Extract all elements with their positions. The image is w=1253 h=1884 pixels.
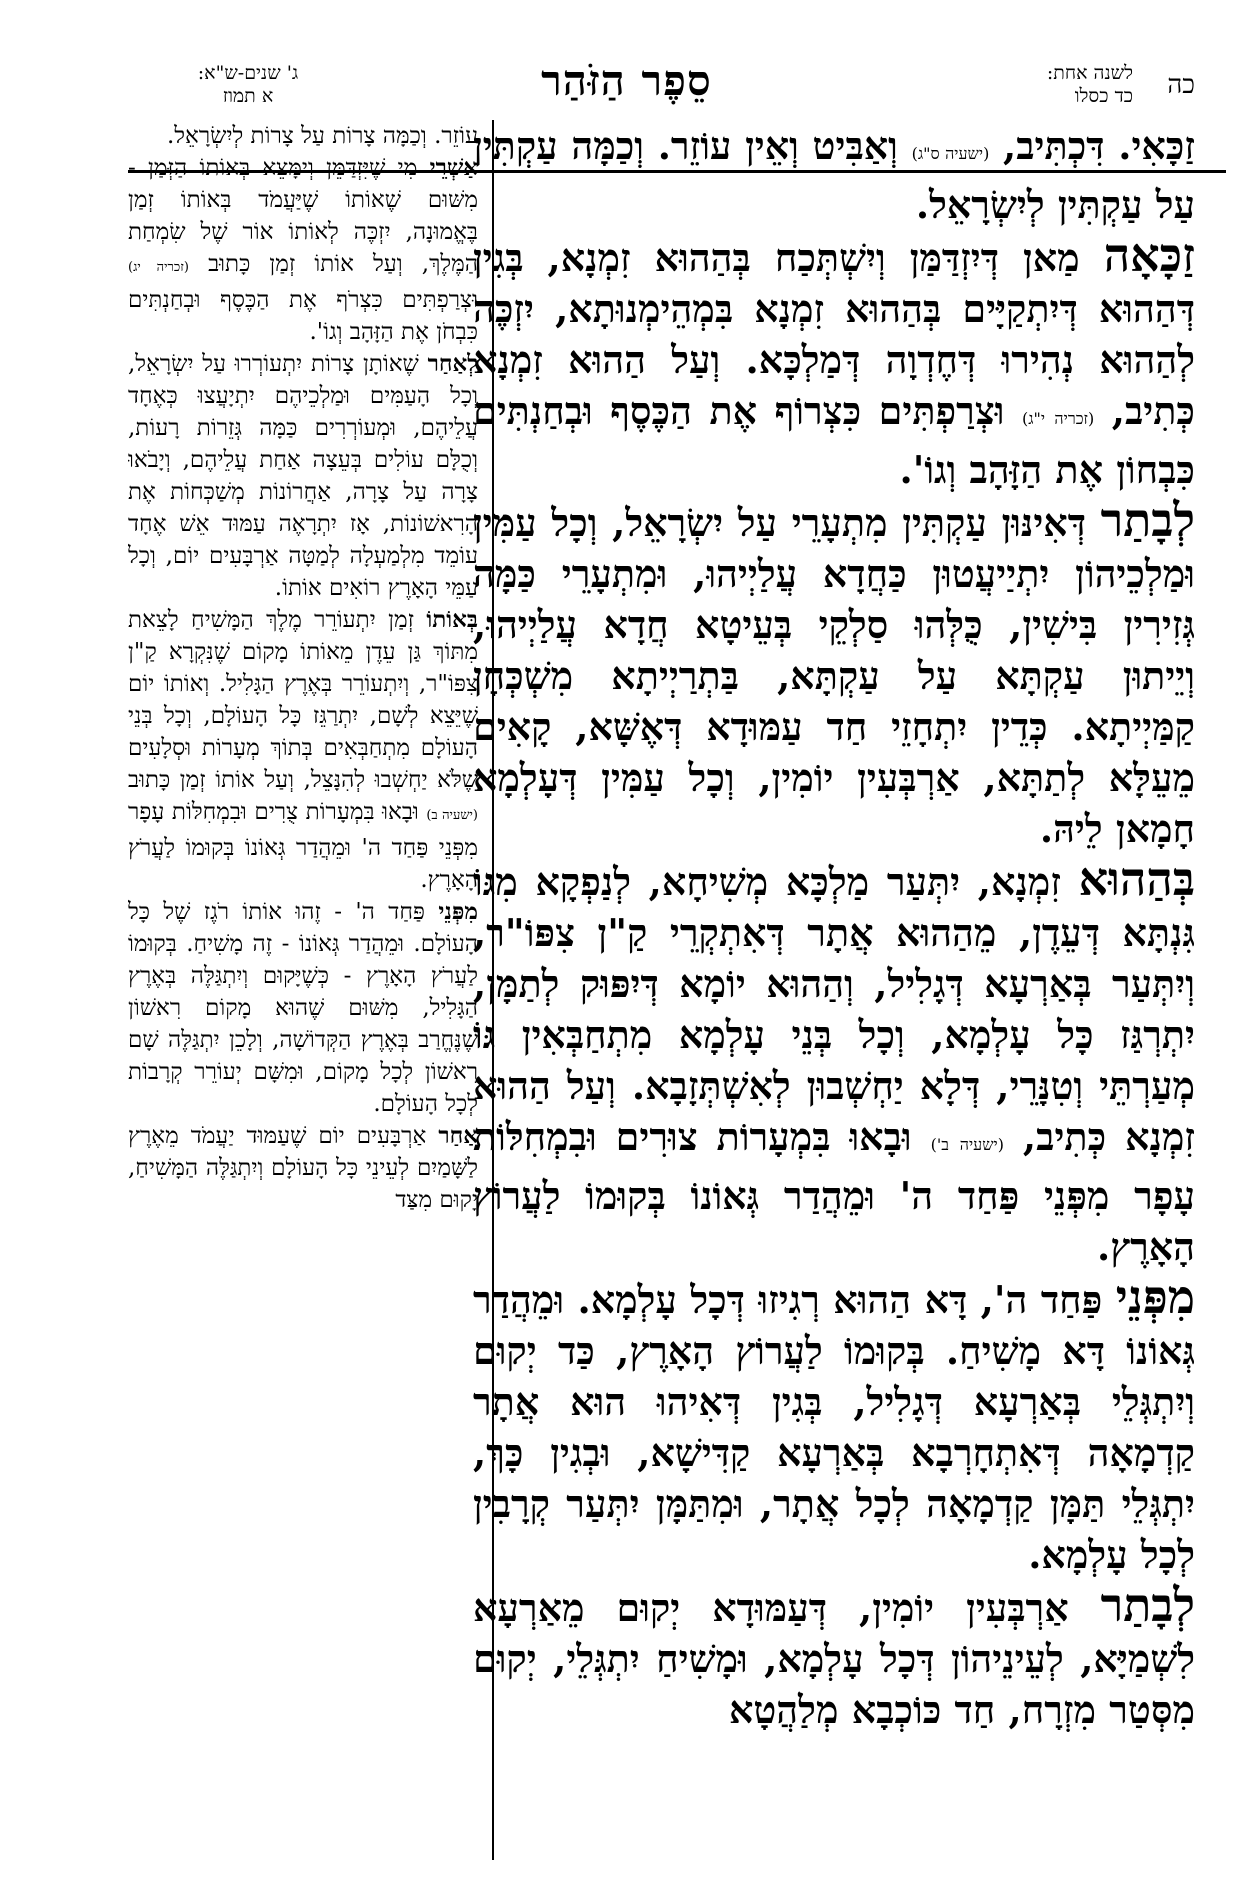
side-paragraph [128, 604, 478, 896]
main-paragraph [473, 120, 1195, 230]
side-paragraph [128, 896, 478, 1120]
main-source-ref: (ישעיה ב') [930, 1135, 1004, 1154]
side-lead-word: אַשְׁרֵי [429, 154, 478, 181]
main-paragraph-rest: וּצְרַפְתִּים כִּצְרוֹף אֶת הַכֶּסֶף וּבְחַנְתִּים כִּבְחוֹן אֶת הַזָּהָב וְגוֹ'. [473, 388, 1195, 492]
side-lead-word: מִפְּנֵי [438, 898, 478, 925]
main-lead-word: בְּהַהוּא [1078, 852, 1195, 906]
side-paragraph-rest: וּבָאוּ בִּמְעָרוֹת צֻרִים וּבִמְחִלּוֹת עָפָר מִפְּנֵי פַּחַד ה' וּמֵהֲדַר גְּאוֹנוֹ בְּקוּמוֹ לַעֲרֹץ הָאָרֶץ. [128, 799, 478, 893]
main-paragraph [473, 495, 1195, 854]
main-paragraph-text: פַּחַד ה', דָּא הַהוּא רְגִיזוּ דְּכָל עָלְמָא. וּמֵהֲדַר גְּאוֹנוֹ דָּא מָשִׁיחַ. בְּקוּמוֹ לַעֲרוֹץ הָאָרֶץ, כַּד יְקוּם וְיִתְגְּלֵי בְּאַרְעָא דְּגָלִיל, בְּגִין דְּאִיהוּ הוּא אֲתָר קַדְמָאָה דְּאִתְחָרְבָא בְּאַרְעָא קַדִּישָׁא, וּבְגִין כָּךְ, יִתְגְּלֵי תַּמָּן קַדְמָאָה לְכָל אֲתָר, וּמִתַּמָּן יִתְּעַר קְרָבִין לְכָל עָלְמָא. [473, 1277, 1195, 1577]
column-divider [492, 120, 494, 1860]
side-paragraph [128, 120, 478, 152]
main-lead-word: מִפְּנֵי [1115, 1270, 1195, 1324]
side-source-ref: (ישעיה ב) [426, 808, 478, 823]
header-left-line2: א תמוז [222, 85, 274, 107]
main-paragraph-text: דְּאִינּוּן עַקְתִּין מִתְעָרֵי עַל יִשְׂרָאֵל, וְכָל עַמִּין וּמַלְכֵיהוֹן יִתְיַיעֲטוּן כַּחֲדָא עֲלַיְיהוּ, וּמִתְעָרֵי כַּמָּה גְּזִירִין בִּישִׁין, כֻּלְּהוּ סַלְקֵי בְּעֵיטָא חֲדָא עֲלַיְיהוּ, וְיֵיתוּן עַקְתָּא עַל עַקְתָּא, בַּתְרַיְיתָא מִשְׁכְּחָן קַמַּיְיתָא. כְּדֵין יִתְחָזֵי חַד עַמּוּדָא דְּאֶשָּׁא, קָאִים מֵעֵלָּא לְתַתָּא, אַרְבְּעִין יוֹמִין, וְכָל עַמִּין דְּעָלְמָא חָמָאן לֵיהּ. [473, 500, 1195, 851]
main-paragraph-text: זַכָּאִי. דִּכְתִּיב, [989, 123, 1195, 168]
header-left-info [128, 62, 368, 108]
side-paragraph-text: מִי שֶׁיִּזְדַּמֵּן וְיִמָּצֵא בְּאוֹתוֹ הַזְּמַן - מִשּׁוּם שֶׁאוֹתוֹ שֶׁיַּעֲמֹד בְּאוֹתוֹ זְמַן בֶּאֱמוּנָה, יִזְכֶּה לְאוֹתוֹ אוֹר שֶׁל שִׂמְחַת הַמֶּלֶךְ, וְעַל אוֹתוֹ זְמַן כָּתוּב [128, 155, 478, 277]
main-lead-word: זַכָּאָה [1103, 228, 1195, 282]
side-source-ref: (זכריה יג) [128, 260, 189, 275]
main-source-ref: (זכריה י"ג) [1021, 409, 1095, 428]
side-lead-word: לְאַחַר [427, 350, 478, 377]
main-paragraph [473, 230, 1195, 495]
side-paragraph-text: פַּחַד ה' - זֶהוּ אוֹתוֹ רֹגֶז שֶׁל כָּל הָעוֹלָם. וּמֵהֲדַר גְּאוֹנוֹ - זֶה מָשִׁיחַ. בְּקוּמוֹ לַעֲרֹץ הָאָרֶץ - כְּשֶׁיָּקוּם וְיִתְגַּלֶּה בְּאֶרֶץ הַגָּלִיל, מִשּׁוּם שֶׁהוּא מָקוֹם רִאשׁוֹן שֶׁנֶּחֱרַב בְּאֶרֶץ הַקְּדוֹשָׁה, וְלָכֵן יִתְגַּלֶּה שָׁם רִאשׁוֹן לְכָל מָקוֹם, וּמִשָּׁם יְעוֹרֵר קְרָבוֹת לְכָל הָעוֹלָם. [128, 899, 478, 1117]
side-paragraph [128, 1120, 478, 1216]
aramaic-main-column [473, 120, 1195, 1860]
header-left-line1: ג' שנים-ש"א: [197, 62, 299, 84]
main-paragraph [473, 854, 1195, 1272]
main-paragraph [473, 1272, 1195, 1580]
side-paragraph-rest: וּצְרַפְתִּים כִּצְרֹף אֶת הַכֶּסֶף וּבְחַנְתִּים כִּבְחֹן אֶת הַזָּהָב וְגוֹ'. [128, 287, 478, 345]
side-lead-word: אַחַר [438, 1122, 478, 1149]
side-paragraph-text: עוֹזֵר. וְכַמָּה צָרוֹת עַל צָרוֹת לְיִשְׂרָאֵל. [166, 123, 478, 149]
main-source-ref: (ישעיה ס"ג) [911, 144, 990, 163]
main-paragraph-rest: וּבָאוּ בִּמְעָרוֹת צוּרִים וּבִמְחִלּוֹת עָפָר מִפְּנֵי פַּחַד ה' וּמֵהֲדַר גְּאוֹנוֹ בְּקוּמוֹ לַעֲרוֹץ הָאָרֶץ. [473, 1114, 1195, 1269]
main-paragraph-text: אַרְבְּעִין יוֹמִין, דְּעַמּוּדָא יְקוּם מֵאַרְעָא לִשְׁמַיָּא, לְעֵינֵיהוֹן דְּכָל עָלְמָא, וּמָשִׁיחַ יִתְגְּלֵי, יְקוּם מִסְּטַר מִזְרָח, חַד כּוֹכְבָא מְלַהֲטָא [473, 1585, 1195, 1732]
side-paragraph-text: זְמַן יִתְעוֹרֵר מֶלֶךְ הַמָּשִׁיחַ לָצֵאת מִתּוֹךְ גַּן עֵדֶן מֵאוֹתוֹ מָקוֹם שֶׁנִּקְרָא קַ"ן צִפּוֹ"ר, וְיִתְעוֹרֵר בְּאֶרֶץ הַגָּלִיל. וְאוֹתוֹ יוֹם שֶׁיֵּצֵא לְשָׁם, יִתְרַגֵּז כָּל הָעוֹלָם, וְכָל בְּנֵי הָעוֹלָם מִתְחַבְּאִים בְּתוֹךְ מְעָרוֹת וּסְלָעִים שֶׁלֹּא יַחְשְׁבוּ לְהִנָּצֵל, וְעַל אוֹתוֹ זְמַן כָּתוּב [128, 607, 478, 793]
page-number: כה [1167, 70, 1195, 100]
side-paragraph-text: שֶׁאוֹתָן צָרוֹת יִתְעוֹרְרוּ עַל יִשְׂרָאֵל, וְכָל הָעַמִּים וּמַלְכֵיהֶם יִתְיָעֲצוּ כְּאֶחָד עֲלֵיהֶם, וּמְעוֹרְרִים כַּמָּה גְּזֵרוֹת רָעוֹת, וְכֻלָּם עוֹלִים בְּעֵצָה אַחַת עֲלֵיהֶם, וְיָבֹאוּ צָרָה עַל צָרָה, אַחֲרוֹנוֹת מְשַׁכְּחוֹת אֶת הָרִאשׁוֹנוֹת, אָז יִתְרָאֶה עַמּוּד אֵשׁ אֶחָד עוֹמֵד מִלְמַעְלָה לְמַטָּה אַרְבָּעִים יוֹם, וְכָל עַמֵּי הָאָרֶץ רוֹאִים אוֹתוֹ. [128, 351, 478, 601]
side-paragraph [128, 348, 478, 604]
page-header [0, 56, 1253, 116]
main-paragraph-rest: וְאַבִּיט וְאֵין עוֹזֵר. וְכַמָּה עַקְתִּין עַל עַקְתִּין לְיִשְׂרָאֵל. [473, 123, 1195, 227]
hebrew-translation-column [128, 120, 478, 1860]
header-right-line1: לשנה אחת: [1046, 62, 1133, 84]
main-paragraph-text: זִמְנָא, יִתְּעַר מַלְכָּא מְשִׁיחָא, לְנַפְקָא מִגּוֹ גִּנְתָּא דְּעֵדֶן, מֵהַהוּא אֲתָר דְּאִתְקְרֵי קַ"ן צִפּוֹ"ר, וְיִתְּעַר בְּאַרְעָא דְּגָלִיל, וְהַהוּא יוֹמָא דְּיִפּוּק לְתַמָּן, יִתְרְגַּז כָּל עָלְמָא, וְכָל בְּנֵי עָלְמָא מִתְחַבְּאִין גּוֹ מְעַרְתֵּי וְטִנָּרֵי, דְּלָא יַחְשְׁבוּן לְאִשְׁתְּזָבָא. וְעַל הַהוּא זִמְנָא כְּתִיב, [473, 859, 1195, 1159]
main-lead-word: לְבָתַר [1100, 493, 1195, 547]
book-title: סֵפֶר הַזֹּהַר [541, 56, 712, 105]
side-paragraph-text: אַרְבָּעִים יוֹם שֶׁעַמּוּד יַעֲמֹד מֵאֶרֶץ לַשָּׁמַיִם לְעֵינֵי כָּל הָעוֹלָם וְיִתְגַּלֶּה הַמָּשִׁיחַ, יָקוּם מִצַּד [128, 1123, 478, 1213]
side-lead-word: בְּאוֹתוֹ [426, 606, 478, 633]
side-paragraph [128, 152, 478, 348]
main-paragraph [473, 1580, 1195, 1735]
header-right-line2: כד כסלו [1074, 85, 1133, 107]
main-paragraph-text: מַאן דְּיִזְדַּמַּן וְיִשְׁתְּכַח בְּהַהוּא זִמְנָא, בְּגִין דְּהַהוּא דְּיִתְקַיָּים בְּהַהוּא זִמְנָא בִּמְהֵימְנוּתָא, יִזְכֶּה לְהַהוּא נְהִירוּ דְּחֶדְוָה דְּמַלְכָּא. וְעַל הַהוּא זִמְנָא כְּתִיב, [473, 235, 1195, 433]
main-lead-word: לְבָתַר [1100, 1578, 1195, 1632]
